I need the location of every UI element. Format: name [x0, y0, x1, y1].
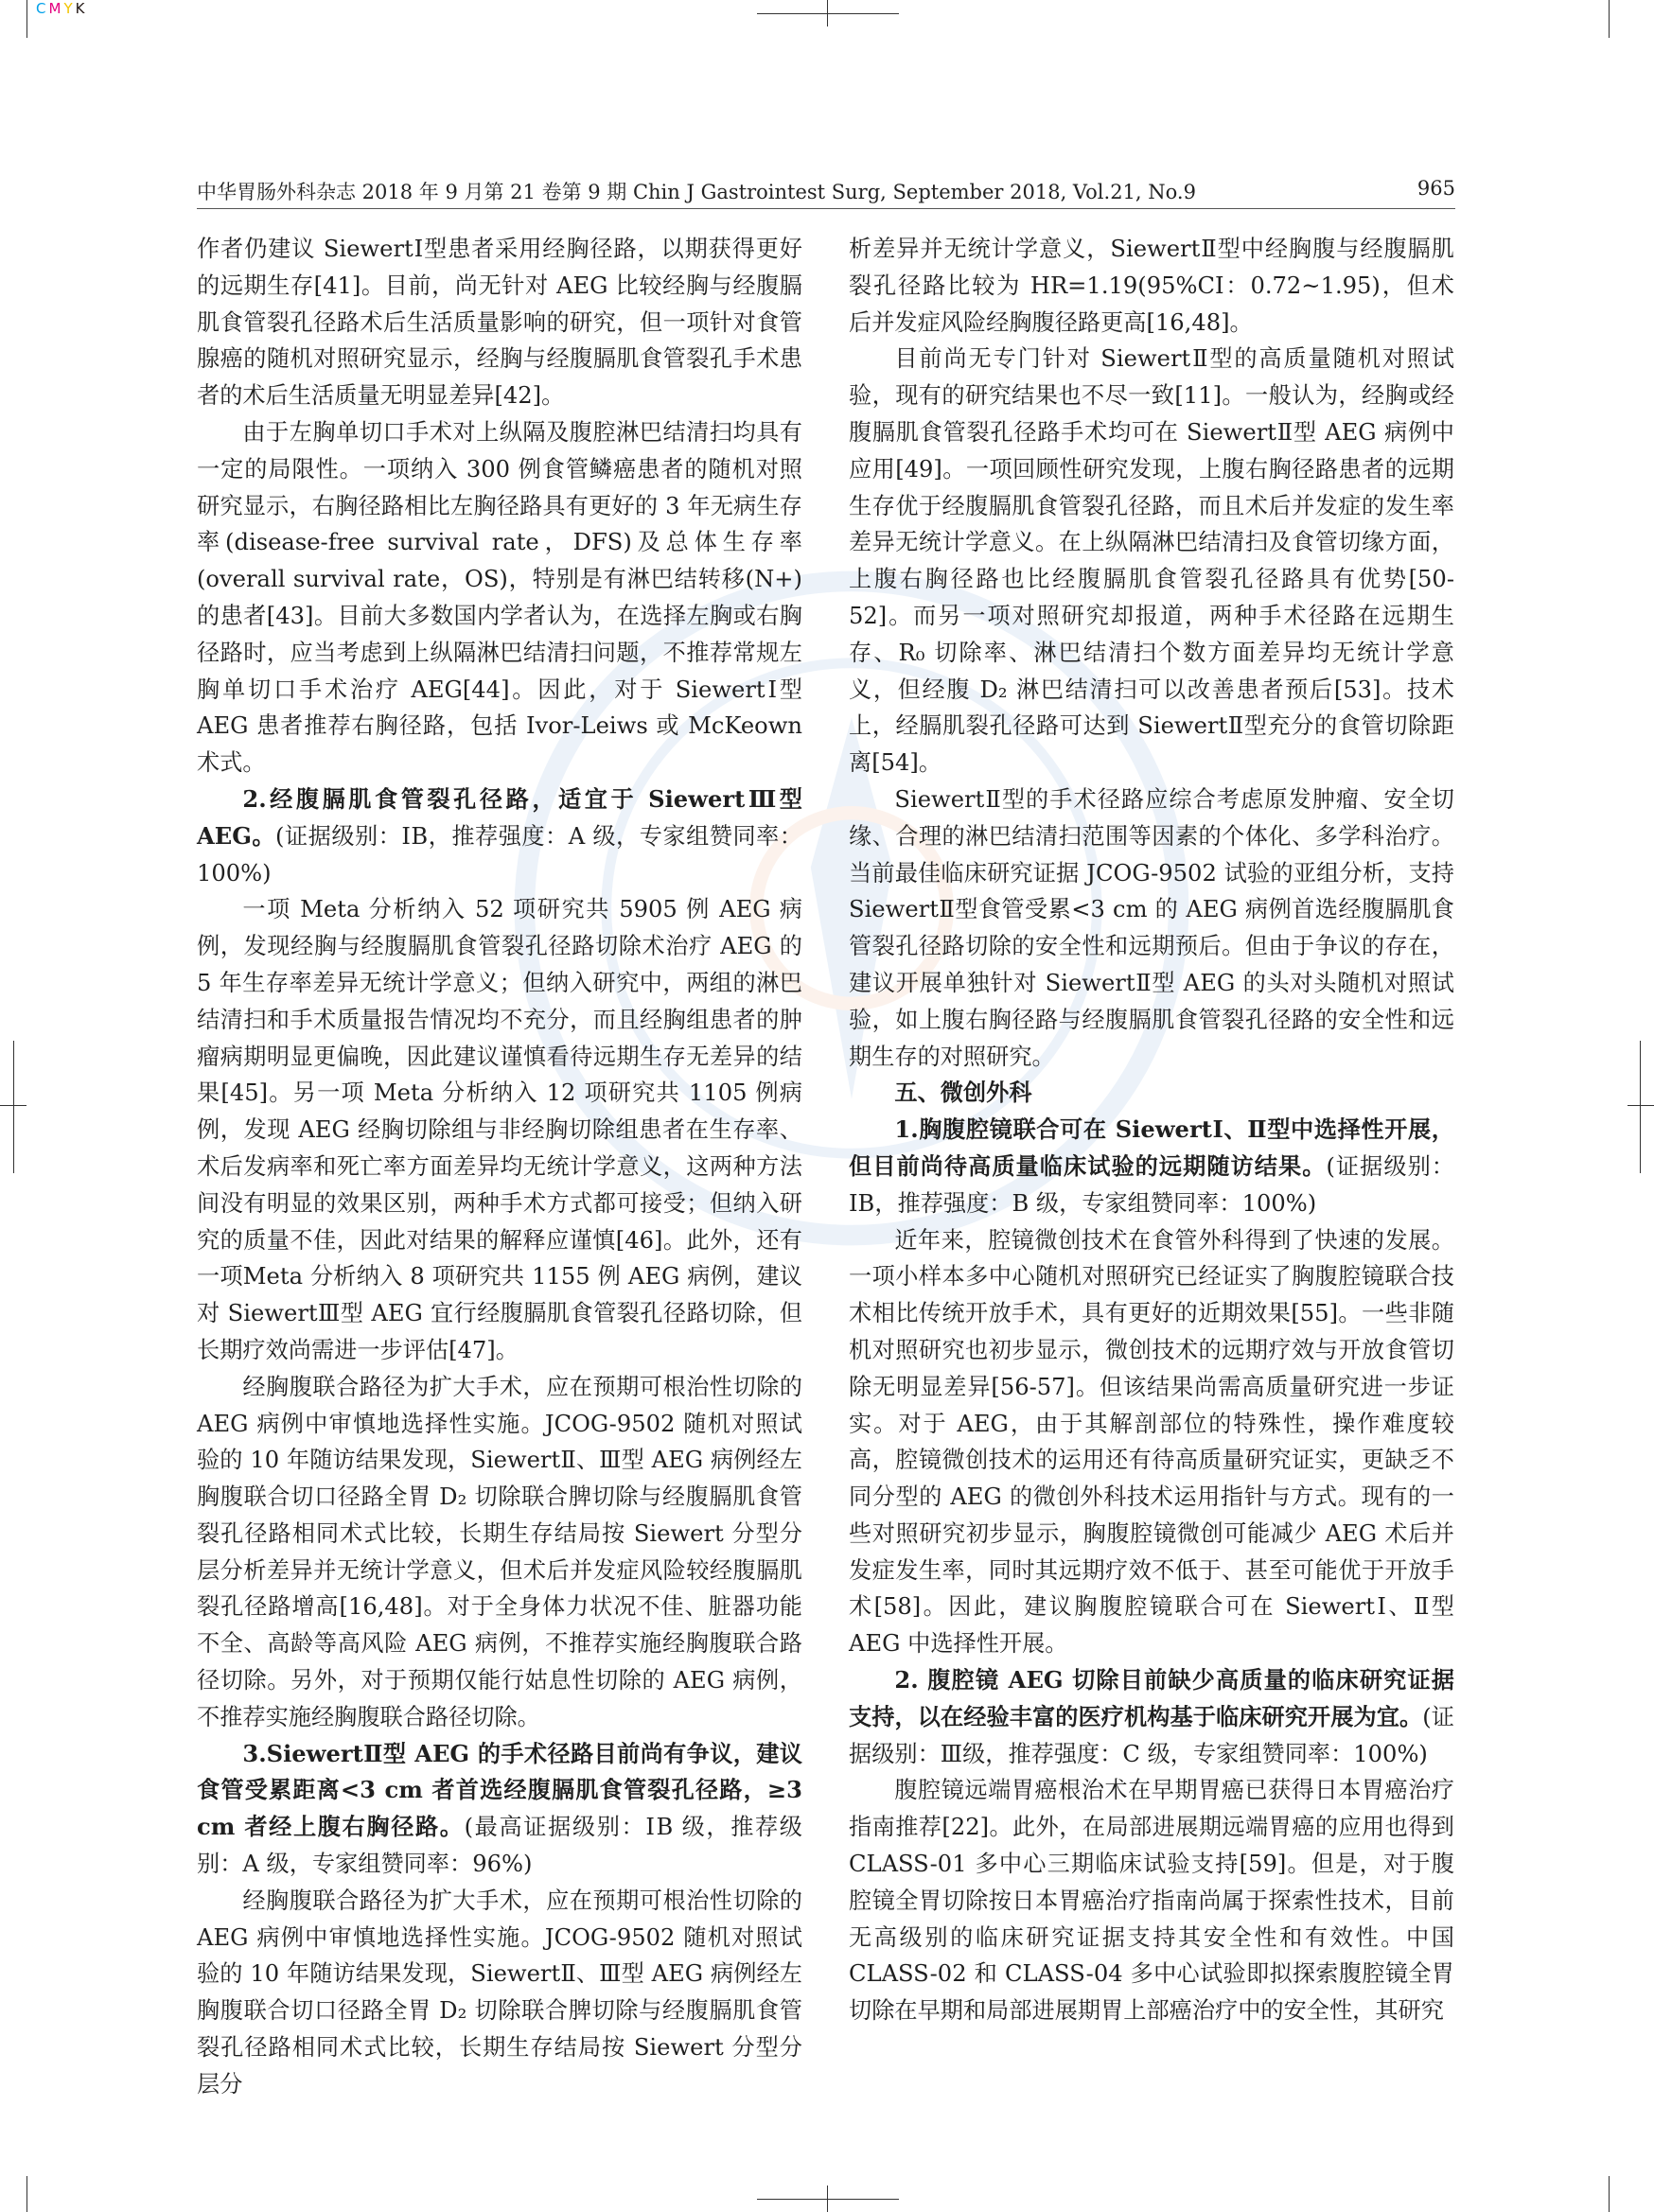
evidence-level: (证据级别：ⅠB，推荐强度：B 级，专家组赞同率：100%)	[849, 1152, 1454, 1217]
crop-mark-bottom-center-h	[757, 2199, 899, 2200]
body-paragraph: 析差异并无统计学意义，SiewertⅡ型中经胸腹与经腹膈肌裂孔径路比较为 HR=1.19(95%CI：0.72~1.95)，但术后并发症风险经胸腹径路更高[16,48]。	[849, 236, 1454, 336]
body-paragraph: 作者仍建议 SiewertⅠ型患者采用经胸径路，以期获得更好的远期生存[41]。目前，尚无针对 AEG 比较经胸与经腹膈肌食管裂孔径路术后生活质量影响的研究，但一项针对食管腺癌的随机对照研究显示，经胸与经腹膈肌食管裂孔手术患者的术后生活质量无明显差异[42]。	[197, 236, 802, 410]
body-paragraph: 经胸腹联合路径为扩大手术，应在预期可根治性切除的 AEG 病例中审慎地选择性实施。JCOG-9502 随机对照试验的 10 年随访结果发现，SiewertⅡ、Ⅲ型 AEG 病例经左胸腹联合切口径路全胃 D₂ 切除联合脾切除与经腹膈肌食管裂孔径路相同术式比较，长期生存结局按 Siewert 分型分层分	[197, 1887, 802, 2098]
evidence-level: (证据级别：ⅠB，推荐强度：A 级，专家组赞同率：100%)	[197, 822, 802, 887]
body-paragraph: 一项 Meta 分析纳入 52 项研究共 5905 例 AEG 病例，发现经胸与经腹膈肌食管裂孔径路切除术治疗 AEG 的 5 年生存率差异无统计学意义；但纳入研究中，两组的淋巴结清扫和手术质量报告情况均不充分，而且经胸组患者的肿瘤病期明显更偏晚，因此建议谨慎看待远期生存无差异的结果[45]。另一项 Meta 分析纳入 12 项研究共 1105 例病例，发现 AEG 经胸切除组与非经胸切除组患者在生存率、术后发病率和死亡率方面差异均无统计学意义，这两种方法间没有明显的效果区别，两种手术方式都可接受；但纳入研究的质量不佳，因此对结果的解释应谨慎[46]。此外，还有一项Meta 分析纳入 8 项研究共 1155 例 AEG 病例，建议对 SiewertⅢ型 AEG 宜行经腹膈肌食管裂孔径路切除，但长期疗效尚需进一步评估[47]。	[197, 896, 802, 1363]
recommendation-text: 2. 腹腔镜 AEG 切除目前缺少高质量的临床研究证据支持，以在经验丰富的医疗机构基于临床研究开展为宜。	[849, 1666, 1454, 1730]
page-number: 965	[1416, 177, 1455, 200]
journal-citation: 中华胃肠外科杂志 2018 年 9 月第 21 卷第 9 期 Chin J Gastrointest Surg, September 2018, Vol.21, No.9	[197, 181, 1196, 203]
cmyk-c: C	[36, 0, 49, 17]
body-paragraph: 目前尚无专门针对 SiewertⅡ型的高质量随机对照试验，现有的研究结果也不尽一致[11]。一般认为，经胸或经腹膈肌食管裂孔径路手术均可在 SiewertⅡ型 AEG 病例中应用[49]。一项回顾性研究发现，上腹右胸径路患者的远期生存优于经腹膈肌食管裂孔径路，而且术后并发症的发生率差异无统计学意义。在上纵隔淋巴结清扫及食管切缘方面，上腹右胸径路也比经腹膈肌食管裂孔径路具有优势[50-52]。而另一项对照研究却报道，两种手术径路在远期生存、R₀ 切除率、淋巴结清扫个数方面差异均无统计学意义，但经腹 D₂ 淋巴结清扫可以改善患者预后[53]。技术上，经膈肌裂孔径路可达到 SiewertⅡ型充分的食管切除距离[54]。	[849, 345, 1454, 777]
recommendation-heading	[849, 1112, 1454, 1221]
cmyk-y: Y	[63, 0, 76, 17]
recommendation-text: 2.经腹膈肌食管裂孔径路，适宜于 SiewertⅢ型 AEG。	[197, 784, 802, 850]
evidence-level: (证据级别：Ⅲ级，推荐强度：C 级，专家组赞同率：100%)	[849, 1703, 1454, 1767]
cmyk-m: M	[48, 0, 64, 17]
left-column	[197, 231, 802, 2103]
crop-mark-right-middle-v	[1640, 1041, 1641, 1173]
body-paragraph: SiewertⅡ型的手术径路应综合考虑原发肿瘤、安全切缘、合理的淋巴结清扫范围等因素的个体化、多学科治疗。当前最佳临床研究证据 JCOG-9502 试验的亚组分析，支持 SiewertⅡ型食管受累<3 cm 的 AEG 病例首选经腹膈肌食管裂孔径路切除的安全性和远期预后。但由于争议的存在，建议开展单独针对 SiewertⅡ型 AEG 的头对头随机对照试验，如上腹右胸径路与经腹膈肌食管裂孔径路的安全性和远期生存的对照研究。	[849, 785, 1454, 1070]
recommendation-heading	[197, 781, 802, 891]
recommendation-text: 3.SiewertⅡ型 AEG 的手术径路目前尚有争议，建议食管受累距离<3 cm 者首选经腹膈肌食管裂孔径路，≥3 cm 者经上腹右胸径路。	[197, 1739, 802, 1841]
crop-mark-top-center-h	[757, 13, 899, 14]
cmyk-print-mark	[36, 0, 87, 17]
running-header	[197, 177, 1455, 205]
header-rule	[197, 208, 1455, 209]
section-heading: 五、微创外科	[894, 1079, 1032, 1107]
body-paragraph: 近年来，腔镜微创技术在食管外科得到了快速的发展。一项小样本多中心随机对照研究已经证实了胸腹腔镜联合技术相比传统开放手术，具有更好的近期效果[55]。一些非随机对照研究也初步显示，微创技术的远期疗效与开放食管切除无明显差异[56-57]。但该结果尚需高质量研究进一步证实。对于 AEG，由于其解剖部位的特殊性，操作难度较高，腔镜微创技术的运用还有待高质量研究证实，更缺乏不同分型的 AEG 的微创外科技术运用指针与方式。现有的一些对照研究初步显示，胸腹腔镜微创可能减少 AEG 术后并发症发生率，同时其远期疗效不低于、甚至可能优于开放手术[58]。因此，建议胸腹腔镜联合可在 SiewertⅠ、Ⅱ型 AEG 中选择性开展。	[849, 1226, 1454, 1658]
cmyk-k: K	[75, 0, 88, 17]
recommendation-heading	[849, 1662, 1454, 1772]
recommendation-text: 1.胸腹腔镜联合可在 SiewertⅠ、Ⅱ型中选择性开展，但目前尚待高质量临床试验的远期随访结果。	[849, 1115, 1454, 1180]
body-paragraph: 经胸腹联合路径为扩大手术，应在预期可根治性切除的 AEG 病例中审慎地选择性实施。JCOG-9502 随机对照试验的 10 年随访结果发现，SiewertⅡ、Ⅲ型 AEG 病例经左胸腹联合切口径路全胃 D₂ 切除联合脾切除与经腹膈肌食管裂孔径路相同术式比较，长期生存结局按 Siewert 分型分层分析差异并无统计学意义，但术后并发症风险较经腹膈肌裂孔径路增高[16,48]。对于全身体力状况不佳、脏器功能不全、高龄等高风险 AEG 病例，不推荐实施经胸腹联合路径切除。另外，对于预期仅能行姑息性切除的 AEG 病例，不推荐实施经胸腹联合路径切除。	[197, 1373, 802, 1730]
recommendation-heading	[197, 1736, 802, 1883]
crop-mark-top-right	[1609, 0, 1610, 38]
right-column	[849, 231, 1454, 2029]
evidence-level: (最高证据级别：ⅠB 级，推荐级别：A 级，专家组赞同率：96%)	[197, 1814, 802, 1878]
crop-mark-left-middle-v	[13, 1041, 14, 1173]
crop-mark-top-left	[26, 0, 27, 38]
crop-mark-bottom-right	[1609, 2176, 1610, 2212]
body-paragraph: 由于左胸单切口手术对上纵隔及腹腔淋巴结清扫均具有一定的局限性。一项纳入 300 例食管鳞癌患者的随机对照研究显示，右胸径路相比左胸径路具有更好的 3 年无病生存率(disease-free survival rate，DFS)及总体生存率(overall survival rate，OS)，特别是有淋巴结转移(N+)的患者[43]。目前大多数国内学者认为，在选择左胸或右胸径路时，应当考虑到上纵隔淋巴结清扫问题，不推荐常规左胸单切口手术治疗 AEG[44]。因此，对于 SiewertⅠ型 AEG 患者推荐右胸径路，包括 Ivor-Leiws 或 McKeown 术式。	[197, 418, 802, 777]
crop-mark-right-middle-h	[1628, 1105, 1654, 1106]
crop-mark-bottom-left	[26, 2176, 27, 2212]
body-paragraph: 腹腔镜远端胃癌根治术在早期胃癌已获得日本胃癌治疗指南推荐[22]。此外，在局部进展期远端胃癌的应用也得到 CLASS-01 多中心三期临床试验支持[59]。但是，对于腹腔镜全胃切除按日本胃癌治疗指南尚属于探索性技术，目前无高级别的临床研究证据支持其安全性和有效性。中国 CLASS-02 和 CLASS-04 多中心试验即拟探索腹腔镜全胃切除在早期和局部进展期胃上部癌治疗中的安全性，其研究	[849, 1777, 1454, 2025]
